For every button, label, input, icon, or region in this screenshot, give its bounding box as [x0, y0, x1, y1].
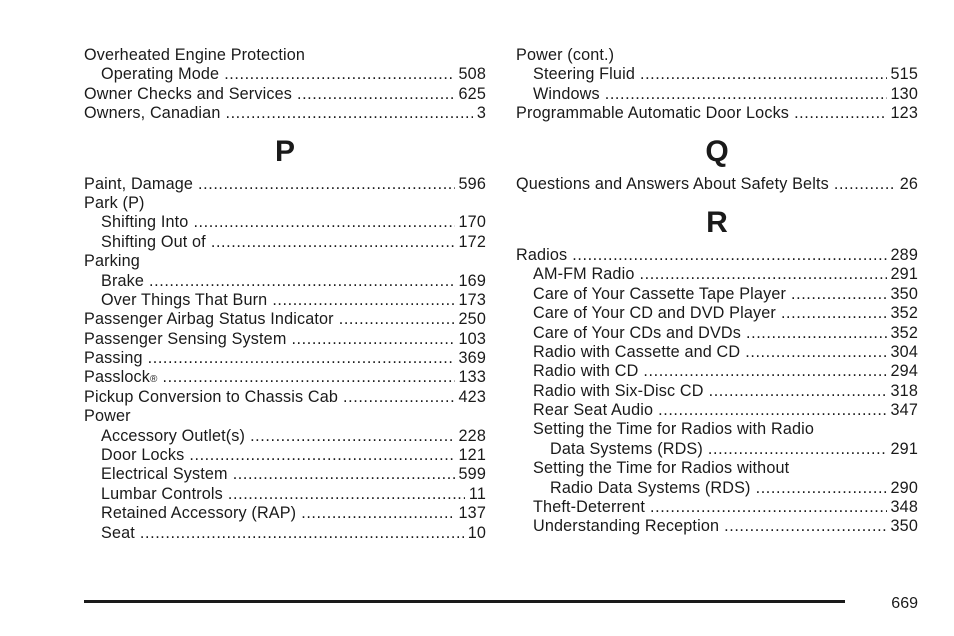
entry-page-number: 352 [890, 304, 918, 323]
index-entry [84, 330, 486, 349]
dot-leader [724, 517, 886, 536]
index-group [516, 175, 918, 194]
index-entry [516, 104, 918, 123]
entry-page-number: 123 [890, 104, 918, 123]
section-letter-r: R [706, 205, 728, 239]
entry-label: Power [84, 407, 131, 426]
entry-label: Power (cont.) [516, 46, 615, 64]
entry-page-number: 508 [458, 65, 486, 84]
dot-leader [709, 382, 887, 401]
dot-leader [198, 175, 455, 194]
index-entry [84, 85, 486, 104]
dot-leader [640, 265, 887, 284]
entry-label: Paint, Damage [84, 174, 194, 193]
index-entry [84, 524, 486, 543]
index-entry [84, 407, 486, 426]
dot-leader [272, 291, 454, 310]
entry-page-number: 289 [890, 245, 918, 264]
entry-label: Passing [84, 349, 143, 368]
index-entry [516, 498, 918, 517]
entry-label: Shifting Out of [101, 232, 206, 251]
entry-label: Data Systems (RDS) [550, 439, 703, 458]
entry-label: Steering Fluid [533, 65, 635, 84]
section-letter-p: P [274, 134, 295, 168]
index-entry [516, 382, 918, 401]
dot-leader [756, 479, 887, 498]
index-entry [84, 272, 486, 291]
entry-page-number: 515 [890, 65, 918, 84]
entry-page-number: 133 [458, 368, 486, 387]
dot-leader [250, 427, 454, 446]
entry-label: Radio with CD [533, 362, 639, 381]
dot-leader [233, 465, 455, 484]
entry-page-number: 137 [458, 504, 486, 523]
dot-leader [140, 524, 464, 543]
entry-label: Setting the Time for Radios with Radio [533, 420, 815, 439]
entry-page-number: 3 [476, 104, 486, 123]
index-entry [516, 285, 918, 304]
dot-leader [605, 85, 887, 104]
index-column-left [84, 46, 486, 543]
entry-page-number: 625 [458, 84, 486, 103]
index-entry [84, 233, 486, 252]
dot-leader [163, 368, 455, 387]
index-entry: Passlock ® ..... 133 [84, 368, 486, 387]
entry-page-number: 121 [458, 446, 486, 465]
index-entry [84, 388, 486, 407]
index-entry [84, 465, 486, 484]
index-entry [516, 362, 918, 381]
entry-page-number: 172 [458, 232, 486, 251]
entry-label: Care of Your Cassette Tape Player [533, 284, 787, 303]
index-entry [84, 65, 486, 84]
entry-label: Questions and Answers About Safety Belts [516, 174, 829, 193]
index-entry [516, 304, 918, 323]
entry-label: Radio with Cassette and CD [533, 342, 741, 361]
index-entry [84, 427, 486, 446]
entry-page-number: 291 [890, 439, 918, 458]
entry-label: Understanding Reception [533, 517, 720, 536]
dot-leader [643, 362, 886, 381]
entry-page-number: 103 [458, 329, 486, 348]
index-entry [516, 265, 918, 284]
entry-page-number: 11 [468, 484, 486, 503]
dot-leader [572, 246, 886, 265]
entry-label: Passenger Airbag Status Indicator [84, 310, 334, 329]
index-entry [516, 175, 918, 194]
entry-page-number: 350 [890, 517, 918, 536]
entry-page-number: 347 [890, 401, 918, 420]
entry-label: Seat [101, 523, 135, 542]
dot-leader [781, 304, 887, 323]
index-entry [516, 85, 918, 104]
index-entry [516, 440, 918, 459]
entry-label: Care of Your CDs and DVDs [533, 323, 741, 342]
entry-page-number: 290 [890, 478, 918, 497]
entry-label: Electrical System [101, 465, 228, 484]
index-entry [516, 420, 918, 439]
dot-leader [658, 401, 886, 420]
index-entry [84, 104, 486, 123]
entry-label: Rear Seat Audio [533, 401, 654, 420]
dot-leader [745, 343, 886, 362]
entry-label: Radios [516, 245, 568, 264]
entry-label: Operating Mode [101, 65, 220, 84]
index-group [84, 46, 486, 124]
index-group [516, 46, 918, 124]
dot-leader [291, 330, 454, 349]
entry-page-number: 10 [467, 523, 486, 542]
entry-label: Parking [84, 252, 140, 271]
dot-leader [746, 324, 887, 343]
entry-page-number: 291 [890, 265, 918, 284]
entry-page-number: 352 [890, 323, 918, 342]
dot-leader [301, 504, 454, 523]
entry-page-number: 26 [899, 174, 918, 193]
page-number: 669 [891, 595, 918, 612]
entry-label: Care of Your CD and DVD Player [533, 304, 776, 323]
entry-label: Lumbar Controls [101, 484, 223, 503]
entry-label: Accessory Outlet(s) [101, 426, 246, 445]
index-entry [84, 446, 486, 465]
entry-label: Radio Data Systems (RDS) [550, 478, 751, 497]
entry-page-number: 170 [458, 213, 486, 232]
entry-page-number: 250 [458, 310, 486, 329]
index-entry [516, 517, 918, 536]
entry-label: Retained Accessory (RAP) [101, 504, 297, 523]
entry-page-number: 599 [458, 465, 486, 484]
entry-label: Park (P) [84, 193, 145, 212]
index-entry [84, 175, 486, 194]
index-entry [516, 479, 918, 498]
entry-label: Owners, Canadian [84, 104, 221, 123]
entry-page-number: 350 [890, 284, 918, 303]
index-entry [84, 310, 486, 329]
index-entry [84, 252, 486, 271]
index-entry [516, 46, 918, 65]
dot-leader [640, 65, 887, 84]
entry-page-number: 423 [458, 387, 486, 406]
index-entry [516, 65, 918, 84]
entry-label: Door Locks [101, 446, 185, 465]
entry-label: Radio with Six-Disc CD [533, 381, 704, 400]
entry-page-number: 318 [890, 381, 918, 400]
entry-label: Passlock [84, 368, 150, 387]
dot-leader [149, 272, 454, 291]
entry-label: AM-FM Radio [533, 265, 635, 284]
entry-label: Programmable Automatic Door Locks [516, 104, 790, 123]
entry-label: Overheated Engine Protection [84, 46, 306, 64]
dot-leader [148, 349, 455, 368]
footer-rule [84, 600, 845, 603]
entry-page-number: 304 [890, 342, 918, 361]
index-entry [516, 324, 918, 343]
entry-label: Windows [533, 84, 600, 103]
entry-page-number: 173 [458, 290, 486, 309]
dot-leader [834, 175, 896, 194]
dot-leader [708, 440, 887, 459]
dot-leader [189, 446, 454, 465]
entry-page-number: 169 [458, 271, 486, 290]
dot-leader [224, 65, 454, 84]
entry-label: Pickup Conversion to Chassis Cab [84, 387, 339, 406]
entry-page-number: 596 [458, 174, 486, 193]
index-entry [516, 459, 918, 478]
dot-leader [211, 233, 455, 252]
dot-leader [225, 104, 472, 123]
index-group [516, 246, 918, 537]
dot-leader [228, 485, 465, 504]
entry-page-number: 348 [890, 498, 918, 517]
index-entry [84, 485, 486, 504]
index-entry [84, 194, 486, 213]
entry-page-number: 228 [458, 426, 486, 445]
dot-leader [343, 388, 455, 407]
dot-leader [791, 285, 887, 304]
entry-label: Over Things That Burn [101, 290, 268, 309]
entry-page-number: 369 [458, 349, 486, 368]
entry-label: Passenger Sensing System [84, 329, 287, 348]
entry-page-number: 130 [890, 84, 918, 103]
index-group [84, 175, 486, 543]
index-entry [516, 343, 918, 362]
index-entry [516, 401, 918, 420]
dot-leader [193, 213, 454, 232]
index-entry [84, 291, 486, 310]
entry-label: Setting the Time for Radios without [533, 459, 790, 478]
dot-leader [794, 104, 886, 123]
index-entry [84, 213, 486, 232]
index-entry [516, 246, 918, 265]
index-entry [84, 46, 486, 65]
dot-leader [650, 498, 887, 517]
entry-page-number: 294 [890, 362, 918, 381]
dot-leader [297, 85, 455, 104]
entry-label: Brake [101, 271, 145, 290]
entry-label: Theft-Deterrent [533, 498, 646, 517]
index-column-right [516, 46, 918, 537]
entry-label: Shifting Into [101, 213, 189, 232]
dot-leader [339, 310, 455, 329]
index-entry [84, 349, 486, 368]
entry-label: Owner Checks and Services [84, 84, 292, 103]
index-entry [84, 504, 486, 523]
section-letter-q: Q [705, 134, 729, 168]
